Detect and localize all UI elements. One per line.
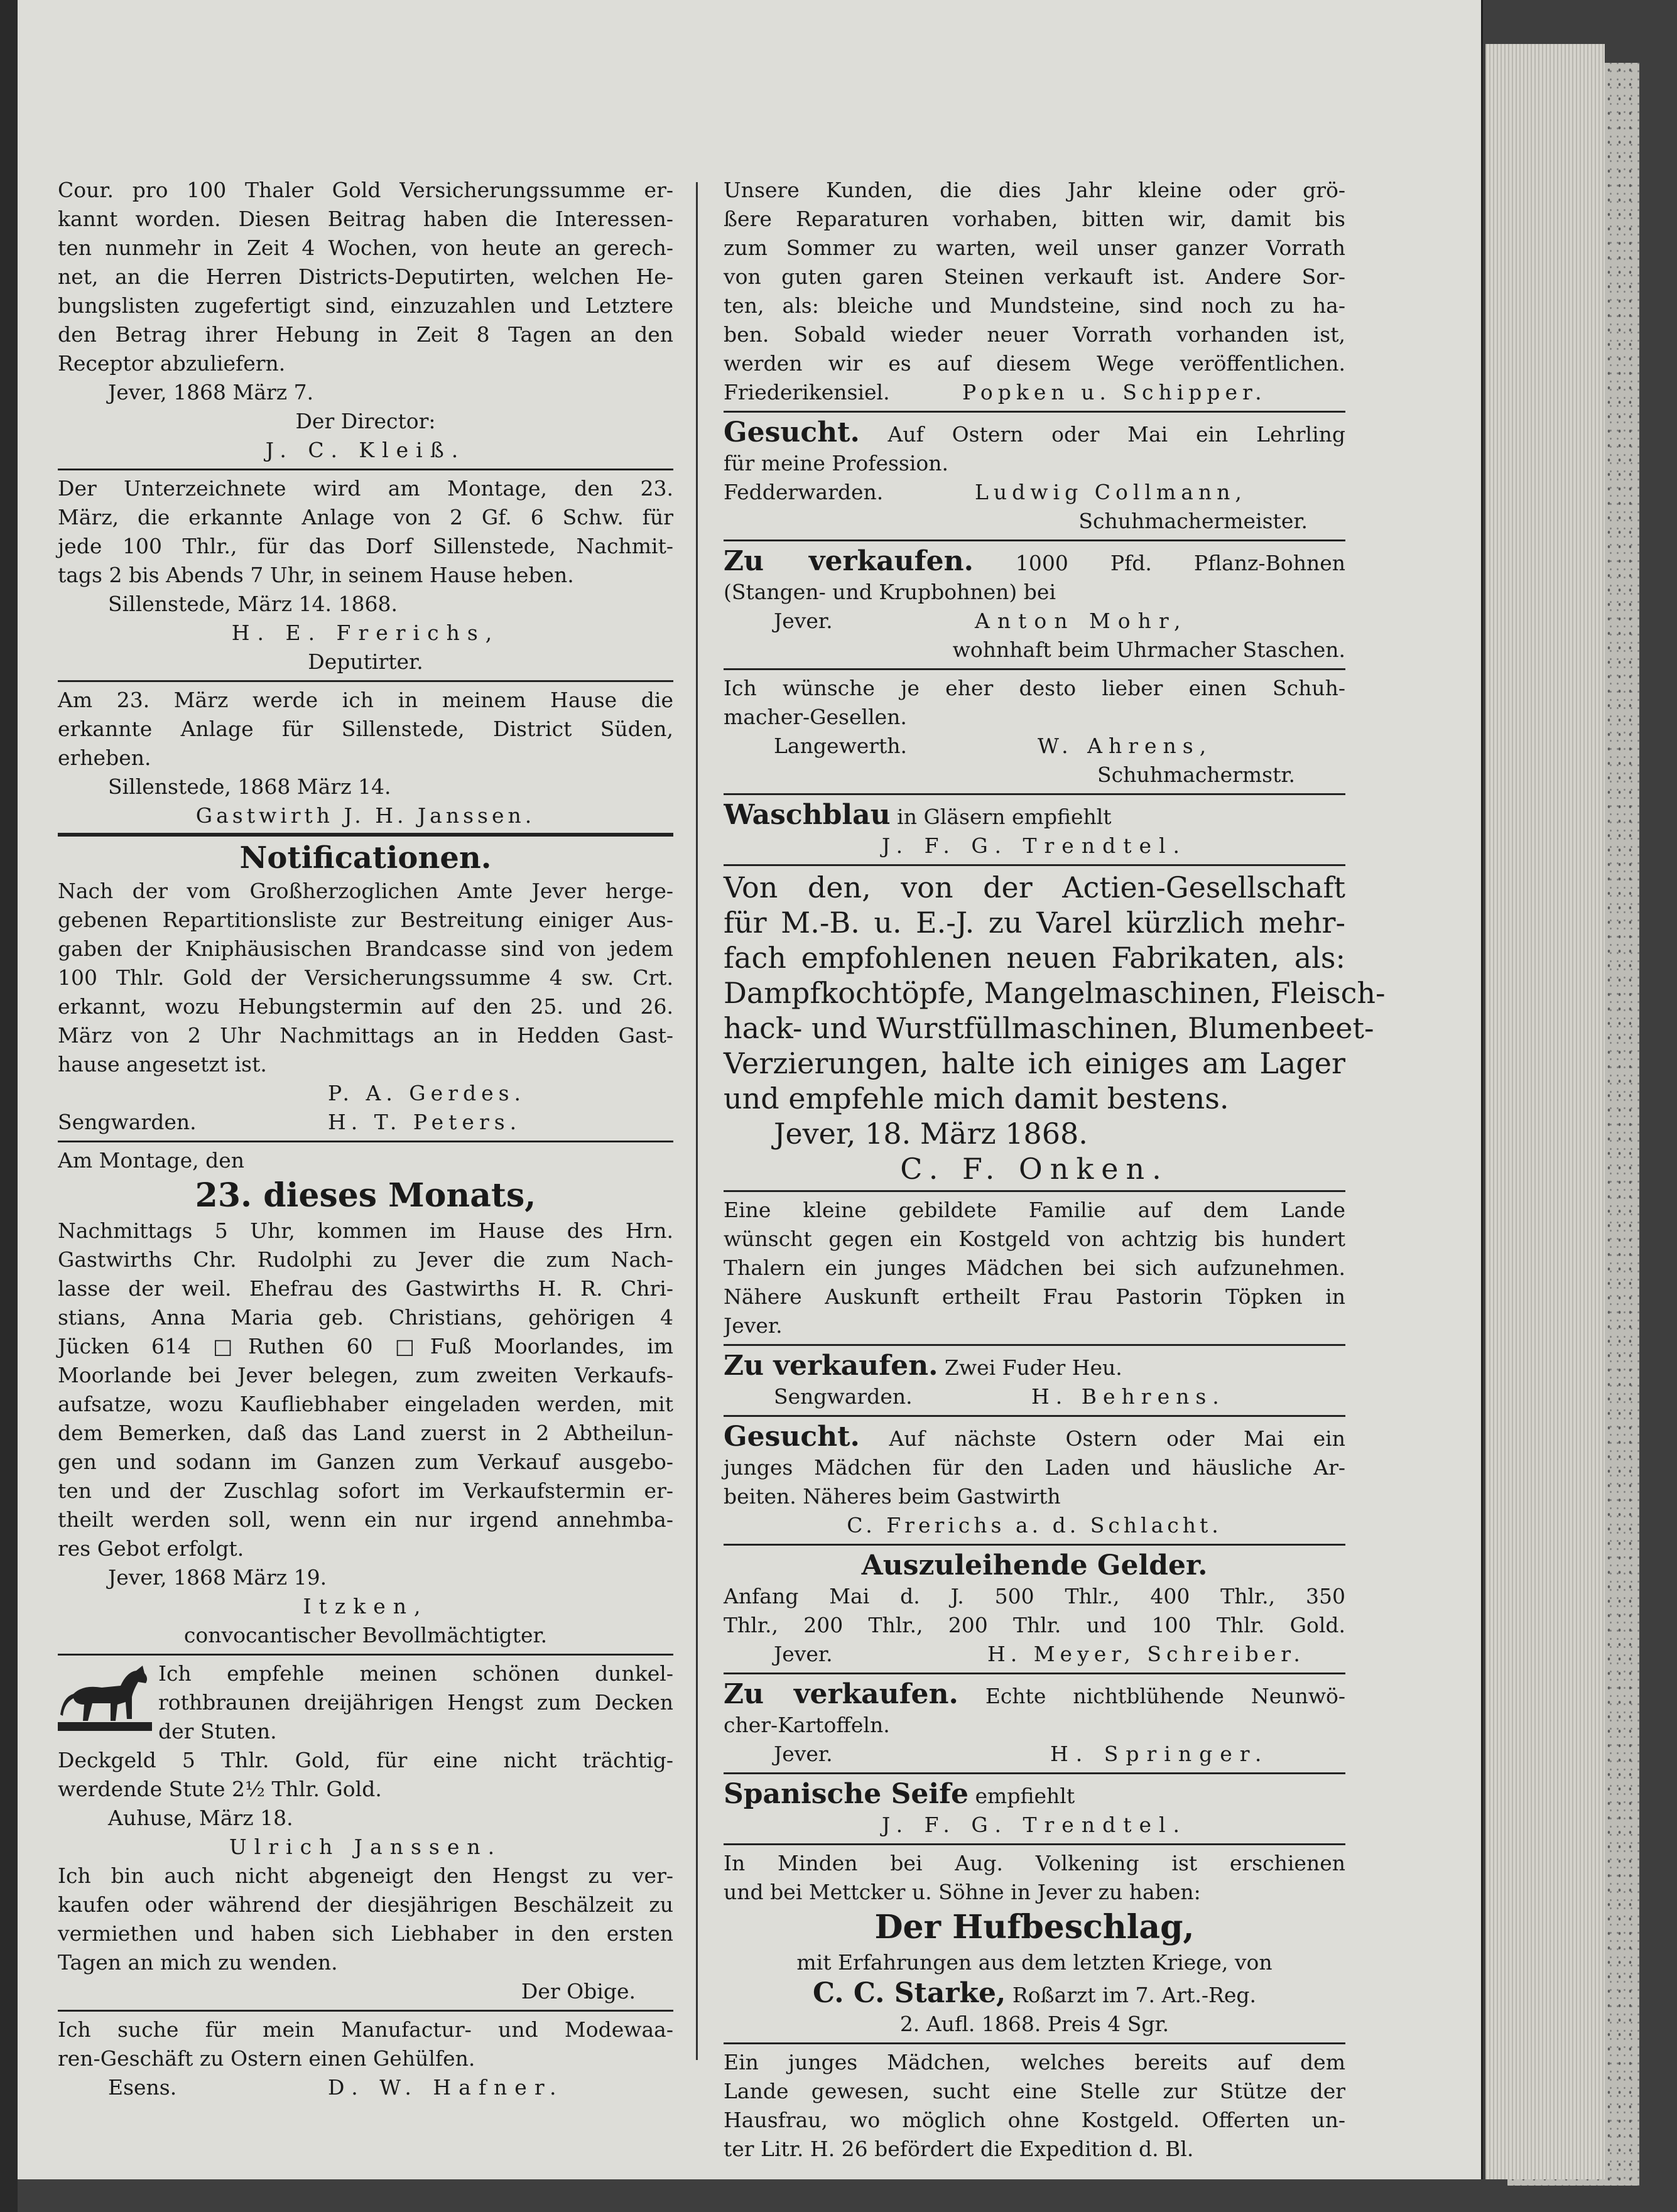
text-line: hause angesetzt ist. — [58, 1052, 267, 1076]
notice-date: Sillenstede, 1868 März 14. — [108, 774, 391, 799]
text-line: mit Erfahrungen aus dem letzten Kriege, von — [796, 1950, 1273, 1975]
text-line: Receptor abzuliefern. — [58, 351, 286, 376]
text-line: macher-Gesellen. — [724, 705, 907, 729]
section-title: Notificationen. — [239, 840, 492, 876]
notice-shoemaker-journeyman — [724, 674, 1345, 789]
text-line: Lande gewesen, sucht eine Stelle zur Stütze der — [724, 2079, 1345, 2103]
ad-heading: Gesucht. — [724, 416, 860, 448]
notice-stallion — [58, 1659, 673, 2006]
signature-role: Der Director: — [295, 409, 436, 433]
text-line: werdende Stute 2½ Thlr. Gold. — [58, 1777, 382, 1801]
text-line: der Stuten. — [158, 1719, 277, 1743]
text-line: Anfang Mai d. J. 500 Thlr., 400 Thlr., 350 — [724, 1584, 1345, 1608]
signature: J. C. Kleiß. — [265, 438, 466, 462]
divider — [724, 2042, 1345, 2044]
ad-heading: Zu verkaufen. — [724, 1350, 938, 1382]
text-line: März, die erkannte Anlage von 2 Gf. 6 Schw. für — [58, 505, 673, 529]
signature: Ludwig Collmann, — [975, 480, 1247, 504]
text-line: Echte nichtblühende Neunwö- — [985, 1684, 1345, 1708]
right-column — [724, 176, 1386, 2164]
text-line: tags 2 bis Abends 7 Uhr, in seinem Hause heben. — [58, 563, 574, 587]
text-line: und empfehle mich damit bestens. — [724, 1082, 1229, 1115]
text-line: ten, als: bleiche und Mundsteine, sind noch zu ha- — [724, 293, 1345, 318]
notice-date: Jever, 18. März 1868. — [774, 1117, 1088, 1151]
signature: Itzken, — [303, 1594, 428, 1618]
divider — [724, 1190, 1345, 1192]
text-line: Von den, von der Actien-Gesellschaft — [724, 870, 1345, 904]
signature: H. Meyer, Schreiber. — [987, 1642, 1305, 1666]
notifications-section — [58, 839, 673, 1137]
notice-assessment-jever — [58, 176, 673, 465]
text-line: Dampfkochtöpfe, Mangelmaschinen, Fleisch- — [724, 976, 1386, 1010]
text-line: hack- und Wurstfüllmaschinen, Blumenbeet- — [724, 1011, 1374, 1045]
text-line: erkannt, wozu Hebungstermin auf den 25. und 26. — [58, 994, 673, 1019]
signature: H. Springer. — [1050, 1742, 1269, 1766]
notice-land-sale — [58, 1146, 673, 1650]
left-column — [58, 176, 673, 2102]
text-line: und bei Mettcker u. Söhne in Jever zu haben: — [724, 1880, 1201, 1904]
text-line: Jever. — [724, 1313, 783, 1338]
text-line: Gastwirths Chr. Rudolphi zu Jever die zum Nach- — [58, 1247, 673, 1272]
book-author: C. C. Starke, — [812, 1977, 1006, 2009]
text-line: ten und der Zuschlag sofort im Verkaufstermin er- — [58, 1478, 673, 1503]
notice-family-boarding — [724, 1196, 1345, 1340]
text-line: Tagen an mich zu wenden. — [58, 1950, 338, 1975]
signature-role: Deputirter. — [308, 649, 423, 674]
text-line: kaufen oder während der diesjährigen Beschälzeit zu — [58, 1892, 673, 1917]
signature: Ulrich Janssen. — [229, 1835, 502, 1859]
text-line: von guten garen Steinen verkauft ist. Andere Sor- — [724, 264, 1345, 289]
text-line: 100 Thlr. Gold der Versicherungssumme 4 sw. Crt. — [58, 965, 673, 990]
horse-icon — [58, 1659, 152, 1735]
signature: J. F. G. Trendtel. — [881, 833, 1188, 858]
signature: C. Frerichs a. d. Schlacht. — [847, 1513, 1222, 1537]
signature: Popken u. Schipper. — [962, 380, 1267, 404]
ad-heading: Spanische Seife — [724, 1778, 969, 1810]
divider — [724, 864, 1345, 866]
divider — [724, 793, 1345, 795]
signature-role: wohnhaft beim Uhrmacher Staschen. — [952, 637, 1345, 662]
text-line: Verzierungen, halte ich einiges am Lager — [724, 1046, 1345, 1080]
text-line: Ein junges Mädchen, welches bereits auf dem — [724, 2050, 1345, 2074]
text-line: Auf Ostern oder Mai ein Lehrling — [887, 422, 1345, 447]
text-line: 1000 Pfd. Pflanz-Bohnen — [1015, 551, 1345, 575]
signature-role: Schuhmachermstr. — [1097, 762, 1295, 787]
notice-sillenstede-deputy — [58, 474, 673, 676]
text-line: Ich suche für mein Manufactur- und Modewaa- — [58, 2017, 673, 2042]
divider — [724, 1344, 1345, 1346]
text-line: Jücken 614 □Ruthen 60 □Fuß Moorlandes, im — [58, 1334, 673, 1358]
ad-heading: Waschblau — [724, 799, 891, 831]
text-line: erkannte Anlage für Sillenstede, District Süden, — [58, 717, 673, 741]
divider — [724, 668, 1345, 670]
text-line: Nähere Auskunft ertheilt Frau Pastorin Töpken in — [724, 1284, 1345, 1309]
text-line: Thlr., 200 Thlr., 200 Thlr. und 100 Thlr. Gold. — [724, 1613, 1345, 1637]
text-line: dem Bemerken, daß das Land zuerst in 2 Abtheilun- — [58, 1421, 673, 1445]
notice-date: Jever, 1868 März 7. — [108, 380, 314, 404]
page-edges — [1485, 44, 1605, 2179]
divider — [724, 539, 1345, 541]
text-line: Am 23. März werde ich in meinem Hause die — [58, 688, 673, 712]
text-line: lasse der weil. Ehefrau des Gastwirths H. R. Chri- — [58, 1276, 673, 1301]
text-line: Hausfrau, wo möglich ohne Kostgeld. Offerten un- — [724, 2108, 1345, 2132]
text-line: Ich bin auch nicht abgeneigt den Hengst zu ver- — [58, 1863, 673, 1888]
text-line: rothbraunen dreijährigen Hengst zum Decken — [158, 1690, 673, 1715]
text-line: Unsere Kunden, die dies Jahr kleine oder grö- — [724, 178, 1345, 202]
notice-laundry-blue — [724, 799, 1345, 860]
text-line: Cour. pro 100 Thaler Gold Versicherungssumme er- — [58, 178, 673, 202]
text-line: Thalern ein junges Mädchen bei sich aufzunehmen. — [724, 1255, 1345, 1280]
divider — [724, 1843, 1345, 1845]
notice-kitchen-machines — [724, 870, 1386, 1186]
ad-heading: Gesucht. — [724, 1421, 860, 1453]
notice-sillenstede-innkeeper — [58, 686, 673, 830]
text-line: in Gläsern empfiehlt — [897, 805, 1112, 829]
divider — [724, 411, 1345, 413]
text-line: ren-Geschäft zu Ostern einen Gehülfen. — [58, 2046, 475, 2071]
divider — [58, 1654, 673, 1656]
place-name: Jever. — [774, 1642, 833, 1666]
ad-heading: Zu verkaufen. — [724, 1678, 958, 1710]
text-line: Am Montage, den — [58, 1148, 244, 1173]
signature: D. W. Hafner. — [328, 2075, 564, 2100]
divider — [58, 680, 673, 682]
divider — [724, 1772, 1345, 1774]
text-line: res Gebot erfolgt. — [58, 1536, 244, 1561]
text-line: wünscht gegen ein Kostgeld von achtzig bis hundert — [724, 1227, 1345, 1251]
text-line: Zwei Fuder Heu. — [944, 1355, 1122, 1380]
text-line: Der Unterzeichnete wird am Montage, den 23. — [58, 476, 673, 501]
text-line: Eine kleine gebildete Familie auf dem Lande — [724, 1198, 1345, 1222]
text-line: ten nunmehr in Zeit 4 Wochen, von heute an gerech- — [58, 236, 673, 260]
text-line: für meine Profession. — [724, 451, 949, 475]
notice-date: Jever, 1868 März 19. — [108, 1565, 327, 1590]
text-line: empfiehlt — [975, 1784, 1075, 1808]
text-line: Ich wünsche je eher desto lieber einen Schuh- — [724, 676, 1345, 700]
text-line: fach empfohlenen neuen Fabrikaten, als: — [724, 941, 1345, 975]
notice-apprentice-wanted — [724, 416, 1345, 536]
text-line: junges Mädchen für den Laden und häusliche Ar- — [724, 1455, 1345, 1480]
notice-date: Sillenstede, März 14. 1868. — [108, 592, 398, 616]
text-line: theilt werden soll, wenn ein nur irgend annehmba- — [58, 1507, 673, 1532]
notice-potatoes-for-sale — [724, 1678, 1345, 1769]
text-line: erheben. — [58, 745, 151, 770]
notice-book-hufbeschlag — [724, 1849, 1345, 2039]
column-divider — [696, 182, 698, 2060]
place-name: Langewerth. — [774, 734, 908, 758]
text-line: kannt worden. Diesen Beitrag haben die Interessen- — [58, 207, 673, 231]
notice-assistant-wanted — [58, 2015, 673, 2102]
place-name: Sengwarden. — [58, 1110, 197, 1134]
text-line: (Stangen- und Krupbohnen) bei — [724, 580, 1056, 604]
text-line: Roßarzt im 7. Art.-Reg. — [1012, 1983, 1256, 2007]
notice-money-to-lend — [724, 1549, 1345, 1669]
notice-spanish-soap — [724, 1778, 1345, 1840]
text-line: jede 100 Thlr., für das Dorf Sillenstede, Nachmit- — [58, 534, 673, 558]
text-line: cher-Kartoffeln. — [724, 1713, 890, 1737]
place-name: Sengwarden. — [774, 1384, 913, 1409]
text-line: werden wir es auf diesem Wege veröffentlichen. — [724, 351, 1345, 376]
text-line: ter Litr. H. 26 befördert die Expedition d. Bl. — [724, 2137, 1194, 2161]
signature: Gastwirth J. H. Janssen. — [195, 803, 536, 828]
divider — [724, 1673, 1345, 1674]
divider — [58, 469, 673, 470]
place-name: Jever. — [774, 609, 833, 633]
text-line: vermiethen und haben sich Liebhaber in den ersten — [58, 1921, 673, 1946]
text-line: bungslisten zugefertigt sind, einzuzahlen und Letztere — [58, 293, 673, 318]
section-divider — [58, 833, 673, 837]
text-line: aufsatze, wozu Kaufliebhaber eingeladen werden, mit — [58, 1392, 673, 1416]
notice-position-wanted — [724, 2048, 1345, 2164]
text-line: net, an die Herren Districts-Deputirten, welchen He- — [58, 264, 673, 289]
text-line: Auf nächste Ostern oder Mai ein — [889, 1426, 1345, 1451]
text-line: gebenen Repartitionsliste zur Bestreitung einiger Aus- — [58, 908, 673, 932]
signature: H. E. Frerichs, — [231, 621, 500, 645]
place-name: Fedderwarden. — [724, 480, 884, 504]
text-line: stians, Anna Maria geb. Christians, gehörigen 4 — [58, 1305, 673, 1330]
ad-heading: Auszuleihende Gelder. — [861, 1549, 1208, 1581]
book-binding-left — [0, 0, 18, 2212]
place-name: Friederikensiel. — [724, 380, 890, 404]
signature: H. T. Peters. — [328, 1110, 522, 1134]
book-edition: 2. Aufl. 1868. Preis 4 Sgr. — [899, 2012, 1170, 2036]
text-line: Moorlande bei Jever belegen, zum zweiten Verkaufs- — [58, 1363, 673, 1387]
text-line: für M.-B. u. E.-J. zu Varel kürzlich mehr- — [724, 906, 1345, 940]
text-line: In Minden bei Aug. Volkening ist erschienen — [724, 1851, 1345, 1875]
signature: J. F. G. Trendtel. — [881, 1813, 1188, 1837]
text-line: Nach der vom Großherzoglichen Amte Jever herge- — [58, 879, 673, 903]
text-line: gaben der Kniphäusischen Brandcasse sind von jedem — [58, 936, 673, 961]
headline: 23. dieses Monats, — [195, 1176, 536, 1215]
text-line: ben. Sobald wieder neuer Vorrath vorhanden ist, — [724, 322, 1345, 347]
text-line: gen und sodann im Ganzen zum Verkauf ausgebo- — [58, 1450, 673, 1474]
divider — [724, 1544, 1345, 1546]
ad-heading: Zu verkaufen. — [724, 545, 974, 577]
divider — [58, 2010, 673, 2012]
notice-beans-for-sale — [724, 545, 1345, 664]
notice-girl-wanted — [724, 1421, 1345, 1540]
notice-date: Auhuse, März 18. — [108, 1806, 293, 1830]
text-line: zum Sommer zu warten, weil unser ganzer Vorrath — [724, 236, 1345, 260]
signature: Anton Mohr, — [975, 609, 1188, 633]
text-line: Ich empfehle meinen schönen dunkel- — [158, 1661, 673, 1686]
signature-role: Schuhmachermeister. — [1078, 509, 1308, 533]
signature: W. Ahrens, — [1038, 734, 1213, 758]
signature: P. A. Gerdes. — [328, 1081, 526, 1105]
text-line: beiten. Näheres beim Gastwirth — [724, 1484, 1061, 1509]
signature: Der Obige. — [521, 1979, 636, 2003]
signature: H. Behrens. — [1031, 1384, 1225, 1409]
signature: C. F. Onken. — [900, 1152, 1169, 1186]
notice-repairs — [724, 176, 1345, 407]
place-name: Esens. — [108, 2075, 177, 2100]
text-line: Deckgeld 5 Thlr. Gold, für eine nicht trächtig- — [58, 1748, 673, 1772]
divider — [58, 1141, 673, 1142]
text-line: den Betrag ihrer Hebung in Zeit 8 Tagen an den — [58, 322, 673, 347]
text-line: ßere Reparaturen vorhaben, bitten wir, damit bis — [724, 207, 1345, 231]
text-line: März von 2 Uhr Nachmittags an in Hedden Gast- — [58, 1023, 673, 1048]
text-line: Nachmittags 5 Uhr, kommen im Hause des Hrn. — [58, 1218, 673, 1243]
divider — [724, 1415, 1345, 1417]
notice-hay-for-sale — [724, 1350, 1345, 1411]
book-title: Der Hufbeschlag, — [874, 1908, 1195, 1946]
place-name: Jever. — [774, 1742, 833, 1766]
signature-role: convocantischer Bevollmächtigter. — [183, 1623, 548, 1647]
